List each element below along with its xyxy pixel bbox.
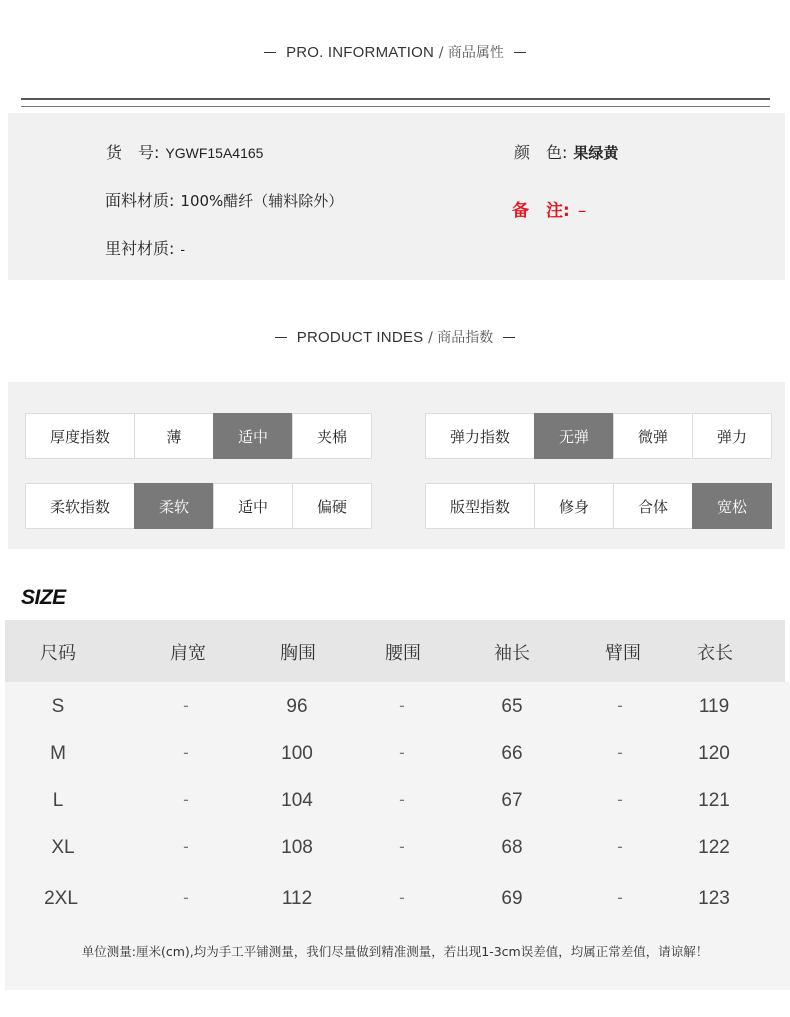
softness-option-medium: 适中 bbox=[213, 483, 293, 529]
elasticity-option-slight: 微弹 bbox=[613, 413, 693, 459]
pro-info-heading bbox=[0, 42, 790, 62]
heading-dash-left bbox=[275, 337, 287, 339]
heading-dash-right bbox=[503, 337, 515, 339]
size-cell: - bbox=[399, 743, 405, 762]
color-line bbox=[514, 140, 618, 163]
size-cell: L bbox=[52, 790, 64, 811]
heading-dash-left bbox=[264, 52, 276, 54]
table-row bbox=[5, 888, 790, 918]
table-row bbox=[5, 790, 790, 820]
size-cell: 112 bbox=[281, 888, 313, 909]
table-row bbox=[5, 837, 790, 867]
fit-option-regular: 合体 bbox=[613, 483, 693, 529]
size-cell: - bbox=[617, 837, 623, 856]
size-cell: 2XL bbox=[44, 888, 78, 909]
thickness-option-medium: 适中 bbox=[213, 413, 293, 459]
size-cell: - bbox=[183, 790, 189, 809]
size-cell: 120 bbox=[698, 743, 730, 764]
item-number-label: 货 号: bbox=[106, 143, 160, 162]
size-cell: - bbox=[183, 696, 189, 715]
table-row bbox=[5, 743, 790, 773]
fabric-value: 100%醋纤（辅料除外） bbox=[180, 192, 344, 210]
size-cell: 121 bbox=[698, 790, 730, 811]
size-header-cell: 胸围 bbox=[280, 643, 316, 664]
thickness-option-padded: 夹棉 bbox=[292, 413, 372, 459]
size-cell: 65 bbox=[501, 696, 523, 717]
size-cell: - bbox=[399, 837, 405, 856]
pro-info-title-cn: / 商品属性 bbox=[438, 45, 504, 61]
item-number-value: YGWF15A4165 bbox=[165, 145, 264, 161]
size-cell: - bbox=[399, 696, 405, 715]
size-cell: 100 bbox=[281, 743, 313, 764]
size-cell: 68 bbox=[501, 837, 523, 858]
lining-value: - bbox=[180, 241, 186, 257]
remark-label: 备 注: bbox=[512, 201, 570, 221]
size-cell: - bbox=[617, 790, 623, 809]
table-row bbox=[5, 696, 790, 726]
thickness-index-row bbox=[25, 413, 372, 459]
size-cell: 104 bbox=[281, 790, 313, 811]
elasticity-option-stretch: 弹力 bbox=[692, 413, 772, 459]
fabric-line bbox=[105, 188, 343, 211]
size-cell: M bbox=[50, 743, 66, 764]
size-cell: 123 bbox=[698, 888, 730, 909]
size-header-cell: 肩宽 bbox=[170, 643, 206, 664]
elasticity-option-none: 无弹 bbox=[534, 413, 614, 459]
fit-index-row bbox=[425, 483, 772, 529]
size-header-cell: 尺码 bbox=[40, 643, 76, 664]
size-cell: - bbox=[399, 888, 405, 907]
size-header-cell: 腰围 bbox=[385, 643, 421, 664]
product-index-heading bbox=[0, 327, 790, 347]
double-divider bbox=[21, 98, 770, 107]
size-header-cell: 臂围 bbox=[605, 643, 641, 664]
softness-index-row bbox=[25, 483, 372, 529]
size-cell: 69 bbox=[501, 888, 523, 909]
lining-line bbox=[105, 236, 185, 259]
size-cell: - bbox=[183, 743, 189, 762]
size-cell: - bbox=[617, 888, 623, 907]
size-cell: S bbox=[51, 696, 65, 717]
fabric-label: 面料材质: bbox=[105, 191, 175, 210]
item-number-line bbox=[106, 140, 263, 163]
size-cell: 122 bbox=[698, 837, 730, 858]
product-index-title-cn: / 商品指数 bbox=[428, 330, 494, 346]
size-logo: SIZE bbox=[21, 586, 66, 609]
size-header-cell: 衣长 bbox=[697, 643, 733, 664]
size-cell: - bbox=[183, 888, 189, 907]
lining-label: 里衬材质: bbox=[105, 239, 175, 258]
heading-dash-right bbox=[514, 52, 526, 54]
size-cell: - bbox=[617, 696, 623, 715]
size-cell: 67 bbox=[501, 790, 523, 811]
pro-info-title-en: PRO. INFORMATION bbox=[286, 44, 434, 61]
softness-option-soft: 柔软 bbox=[134, 483, 214, 529]
elasticity-index-label: 弹力指数 bbox=[425, 413, 535, 459]
softness-index-label: 柔软指数 bbox=[25, 483, 135, 529]
remark-line bbox=[512, 196, 586, 221]
remark-value: – bbox=[577, 201, 587, 221]
size-cell: - bbox=[183, 837, 189, 856]
size-cell: 119 bbox=[698, 696, 730, 717]
product-index-title-en: PRODUCT INDES bbox=[296, 329, 424, 346]
elasticity-index-row bbox=[425, 413, 772, 459]
size-cell: 96 bbox=[286, 696, 308, 717]
color-value: 果绿黄 bbox=[573, 144, 619, 162]
size-header-cell: 袖长 bbox=[494, 643, 530, 664]
fit-index-label: 版型指数 bbox=[425, 483, 535, 529]
measurement-note: 单位测量:厘米(cm),均为手工平铺测量，我们尽量做到精准测量，若出现1-3cm误差值，均属正常差值，请谅解！ bbox=[81, 944, 709, 959]
color-label: 颜 色: bbox=[514, 143, 568, 162]
size-cell: XL bbox=[51, 837, 75, 858]
fit-option-loose: 宽松 bbox=[692, 483, 772, 529]
size-cell: 66 bbox=[501, 743, 523, 764]
fit-option-slim: 修身 bbox=[534, 483, 614, 529]
thickness-option-thin: 薄 bbox=[134, 413, 214, 459]
softness-option-firm: 偏硬 bbox=[292, 483, 372, 529]
size-table-header bbox=[5, 620, 785, 682]
thickness-index-label: 厚度指数 bbox=[25, 413, 135, 459]
size-cell: - bbox=[399, 790, 405, 809]
size-cell: - bbox=[617, 743, 623, 762]
size-cell: 108 bbox=[281, 837, 313, 858]
